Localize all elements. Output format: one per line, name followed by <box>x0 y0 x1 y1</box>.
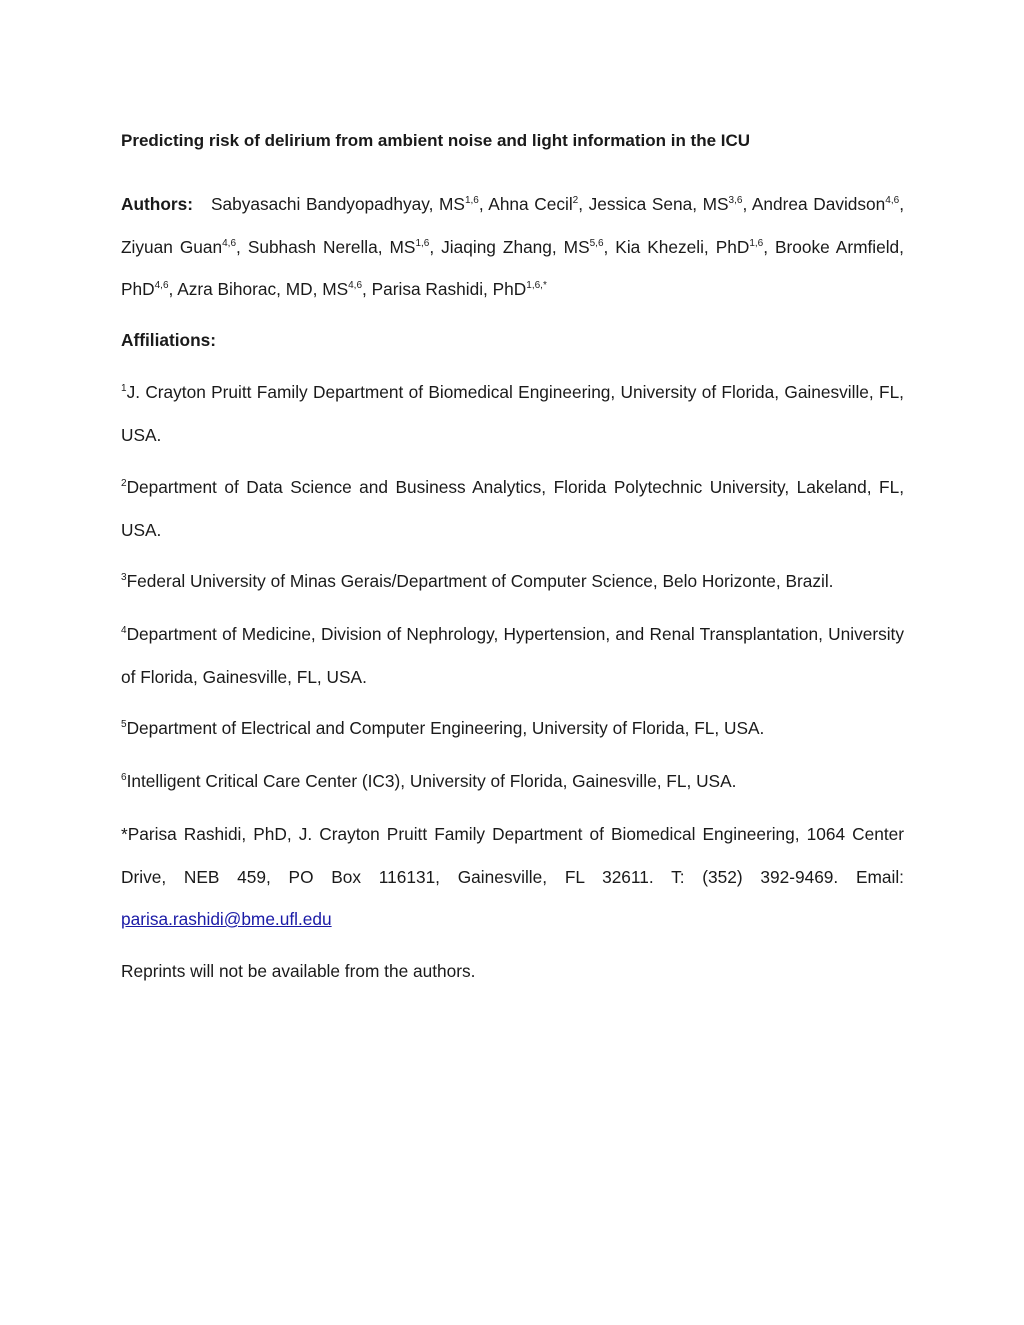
affiliation-text: Intelligent Critical Care Center (IC3), University of Florida, Gainesville, FL, USA. <box>126 771 737 791</box>
author-separator: , <box>578 194 589 214</box>
author-affiliation-marker: 1,6 <box>749 237 764 249</box>
affiliation-number: 6 <box>121 772 127 783</box>
author-name: Ahna Cecil <box>488 194 573 214</box>
author-entry <box>177 279 371 299</box>
author-name: Jiaqing Zhang, MS <box>441 236 590 257</box>
author-entry <box>248 237 441 257</box>
affiliation-text: Department of Electrical and Computer Engineering, University of Florida, FL, USA. <box>126 718 765 738</box>
author-separator: , <box>763 236 776 257</box>
author-entry <box>752 194 904 214</box>
author-name: Sabyasachi Bandyopadhyay, MS <box>211 194 465 214</box>
affiliation-text: J. Crayton Pruitt Family Department of Biomedical Engineering, University of Florida, Gainesville, FL, USA. <box>121 382 904 445</box>
author-entry <box>121 237 248 257</box>
affiliation-number: 1 <box>121 383 127 394</box>
affiliation-4 <box>121 613 904 698</box>
author-separator: , <box>362 279 372 299</box>
affiliation-number: 3 <box>121 572 127 583</box>
affiliation-text: Department of Medicine, Division of Nephrology, Hypertension, and Renal Transplantation, University of Florida, Gainesville, FL, USA. <box>121 624 904 687</box>
reprints-note: Reprints will not be available from the authors. <box>121 961 476 981</box>
correspondence-text: *Parisa Rashidi, PhD, J. Crayton Pruitt Family Department of Biomedical Engineering, 1064 Center Drive, NEB 459, PO Box 116131, Gainesville, FL 32611. T: (352) 392-9469. Email: <box>121 824 904 887</box>
author-name: Ziyuan Guan <box>121 236 223 257</box>
author-entry <box>372 279 547 299</box>
author-name: Parisa Rashidi, PhD <box>371 279 527 299</box>
affiliations-heading: Affiliations: <box>121 330 217 350</box>
author-name: Subhash Nerella, MS <box>247 236 416 257</box>
author-name: Brooke Armfield, PhD <box>121 236 904 299</box>
email-link[interactable]: parisa.rashidi@bme.ufl.edu <box>121 909 332 929</box>
author-affiliation-marker: 1,6 <box>415 237 430 249</box>
author-entry <box>615 237 775 257</box>
author-separator: , <box>478 194 489 214</box>
author-affiliation-marker: 1,6 <box>464 195 479 206</box>
affiliation-number: 4 <box>121 625 127 636</box>
author-name: Kia Khezeli, PhD <box>615 236 750 257</box>
author-name: Jessica Sena, MS <box>588 194 729 214</box>
affiliation-3 <box>121 560 904 603</box>
correspondence-note <box>121 813 904 941</box>
affiliation-number: 2 <box>121 478 127 489</box>
author-affiliation-marker: 3,6 <box>728 195 743 206</box>
affiliation-6 <box>121 760 904 803</box>
author-entry <box>211 194 488 214</box>
affiliation-5 <box>121 707 904 750</box>
author-entry <box>488 194 588 214</box>
author-separator: , <box>899 194 904 214</box>
authors-label: Authors: <box>121 194 193 214</box>
author-entry <box>589 194 752 214</box>
author-name: Andrea Davidson <box>751 194 886 214</box>
author-affiliation-marker: 2 <box>572 195 579 206</box>
author-separator: , <box>429 236 442 257</box>
affiliation-text: Federal University of Minas Gerais/Department of Computer Science, Belo Horizonte, Brazil. <box>126 571 834 591</box>
author-affiliation-marker: 4,6 <box>348 280 363 291</box>
author-affiliation-marker: 1,6,* <box>526 280 547 291</box>
author-separator: , <box>603 236 616 257</box>
author-separator: , <box>742 194 752 214</box>
author-affiliation-marker: 4,6 <box>222 237 237 249</box>
author-entry <box>441 237 615 257</box>
author-list <box>121 183 904 311</box>
author-separator: , <box>168 279 178 299</box>
affiliation-number: 5 <box>121 719 127 730</box>
author-separator: , <box>236 236 248 257</box>
author-affiliation-marker: 4,6 <box>885 195 900 206</box>
paper-title: Predicting risk of delirium from ambient noise and light information in the ICU <box>121 131 751 150</box>
author-affiliation-marker: 4,6 <box>154 280 169 291</box>
affiliation-2 <box>121 466 904 551</box>
affiliation-1 <box>121 371 904 456</box>
affiliation-text: Department of Data Science and Business Analytics, Florida Polytechnic University, Lakeland, FL, USA. <box>121 477 904 540</box>
author-affiliation-marker: 5,6 <box>589 237 604 249</box>
author-name: Azra Bihorac, MD, MS <box>177 279 349 299</box>
